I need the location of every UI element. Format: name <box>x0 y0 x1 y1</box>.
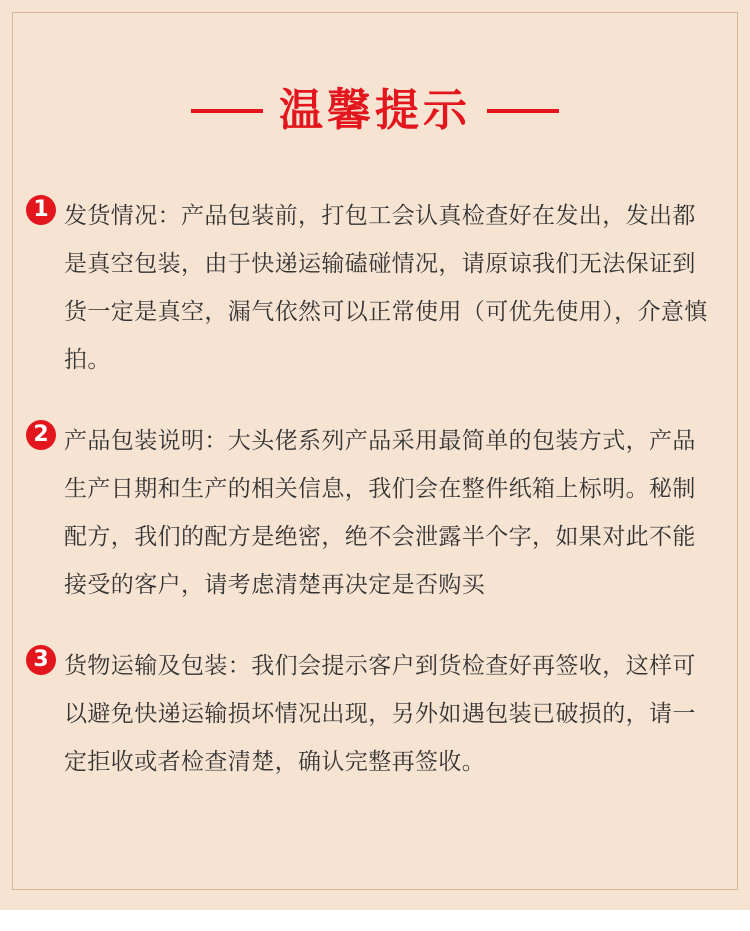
number-1-icon: 1 <box>26 195 56 225</box>
title-right-line <box>487 109 559 113</box>
notice-text-shipping: 发货情况：产品包装前，打包工会认真检查好在发出，发出都是真空包装，由于快递运输磕碰情况，请原谅我们无法保证到货一定是真空，漏气依然可以正常使用（可优先使用），介意慎拍。 <box>64 203 708 373</box>
notice-item-shipping <box>26 192 716 384</box>
title-row <box>0 86 750 136</box>
number-2-icon: 2 <box>26 420 56 450</box>
page-title: 温馨提示 <box>279 85 471 136</box>
notice-text-transport: 货物运输及包装：我们会提示客户到货检查好再签收，这样可以避免快递运输损坏情况出现，另外如遇包装已破损的，请一定拒收或者检查清楚，确认完整再签收。 <box>64 653 696 775</box>
number-3-icon: 3 <box>26 645 56 675</box>
notice-text-packaging: 产品包装说明：大头佬系列产品采用最简单的包装方式，产品生产日期和生产的相关信息，我们会在整件纸箱上标明。秘制配方，我们的配方是绝密，绝不会泄露半个字，如果对此不能接受的客户，请考虑清楚再决定是否购买 <box>64 428 696 598</box>
notice-item-packaging <box>26 417 716 609</box>
title-left-line <box>191 109 263 113</box>
notice-item-transport <box>26 642 716 786</box>
